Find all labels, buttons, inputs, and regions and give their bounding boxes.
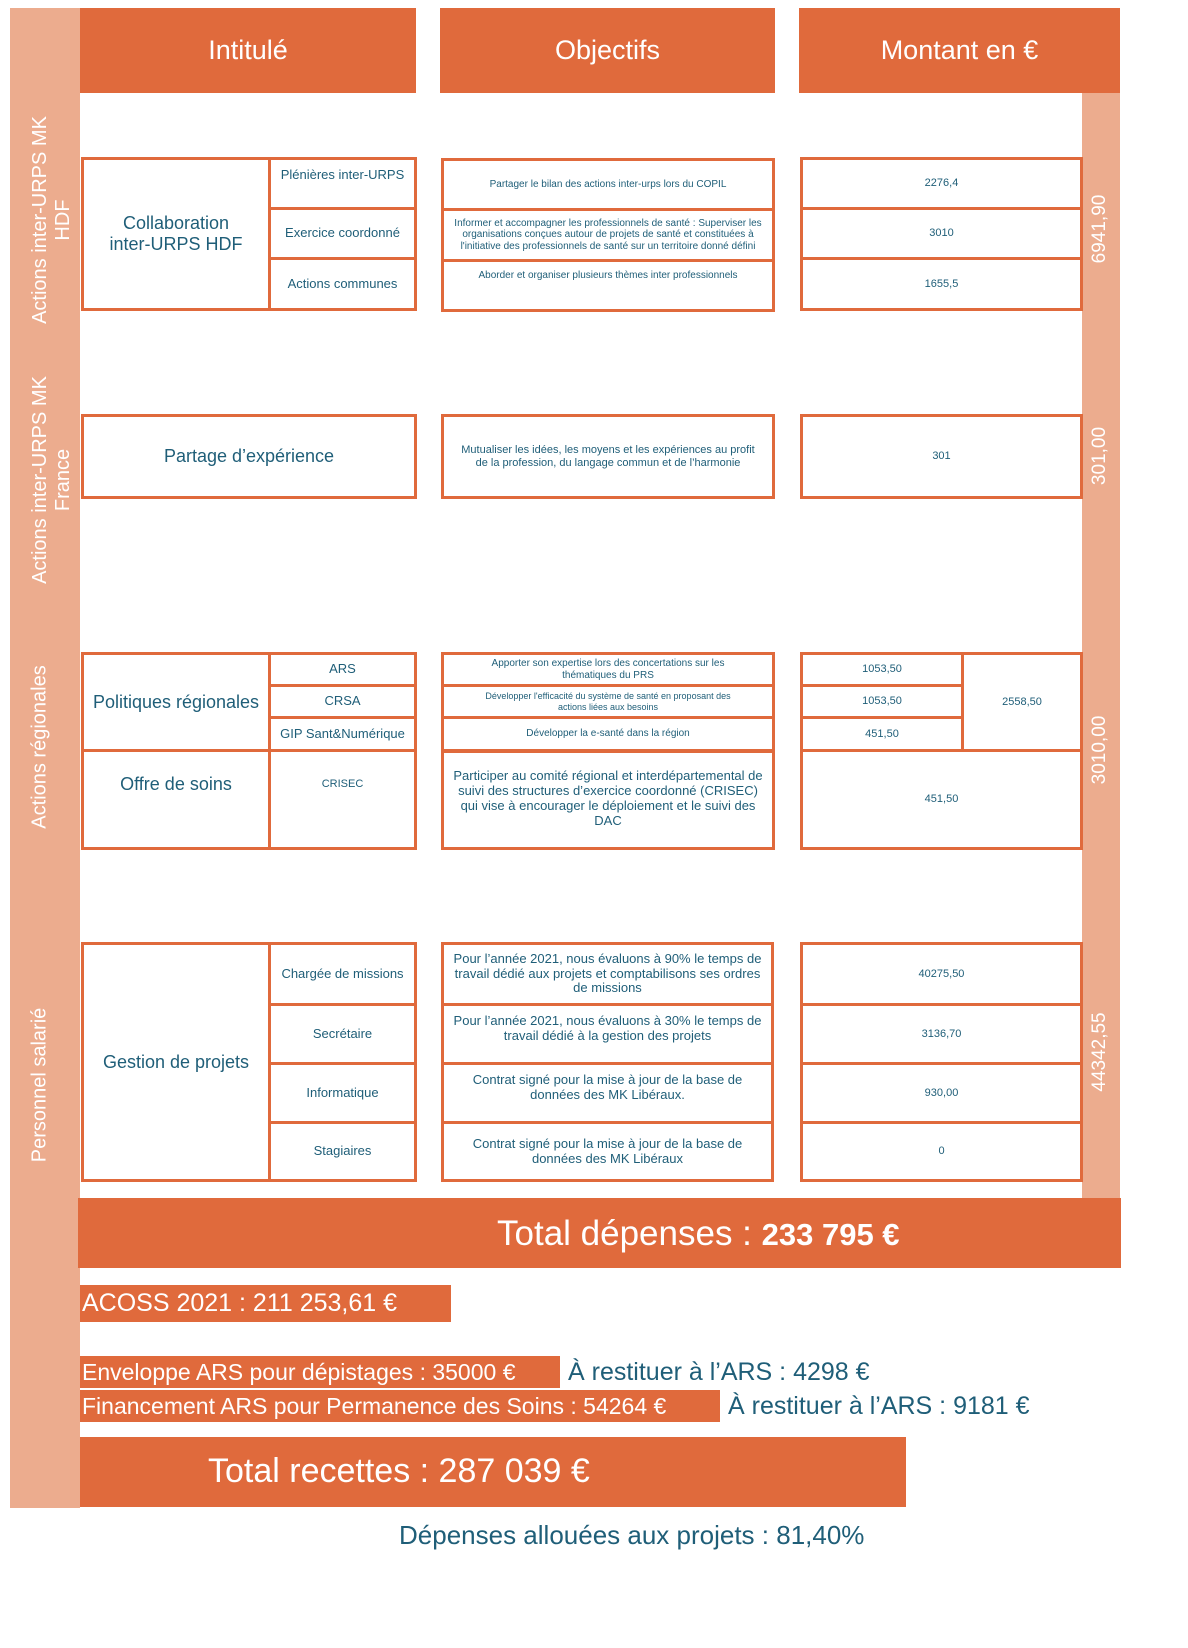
- partage-title-cell: Partage d’expérience: [81, 414, 417, 499]
- partage-objectif: Mutualiser les idées, les moyens et les expériences au profit de la profession, du langage commun et de l’harmonie: [441, 414, 775, 499]
- gestion-objectif-stagiaires: Contrat signé pour la mise à jour de la base de données des MK Libéraux: [441, 1121, 774, 1182]
- gestion-sub-stagiaires: Stagiaires: [268, 1121, 417, 1182]
- total-depenses-value: 233 795 €: [761, 1217, 900, 1252]
- gestion-objectif-informatique: Contrat signé pour la mise à jour de la base de données des MK Libéraux.: [441, 1062, 774, 1124]
- gestion-sub-secretaire: Secrétaire: [268, 1003, 417, 1065]
- politiques-subtotal: 2558,50: [961, 652, 1083, 752]
- politiques-objectif-crsa: Développer l'efficacité du système de santé en proposant des actions liées aux besoins: [441, 684, 775, 719]
- total-recettes: Total recettes : 287 039 €: [208, 1452, 590, 1490]
- politiques-title-cell: Politiques régionales: [81, 652, 271, 752]
- gestion-montant-informatique: 930,00: [800, 1062, 1083, 1124]
- politiques-montant-crsa: 1053,50: [800, 684, 964, 719]
- offre-title-cell: Offre de soins: [81, 749, 271, 850]
- collab-montant-exercice: 3010: [800, 207, 1083, 260]
- gestion-montant-stagiaires: 0: [800, 1121, 1083, 1182]
- gestion-sub-chargee: Chargée de missions: [268, 942, 417, 1006]
- offre-objectif: Participer au comité régional et interdépartemental de suivi des structures d’exercice coordonné (CRISEC) qui vise à encourager le déploiement et le suivi des DAC: [441, 750, 775, 850]
- enveloppe-restituer: À restituer à l’ARS : 4298 €: [568, 1358, 870, 1386]
- total-depenses-label: Total dépenses :: [497, 1214, 762, 1253]
- politiques-montant-gip: 451,50: [800, 716, 964, 752]
- collab-sub-actions: Actions communes: [268, 257, 417, 311]
- collab-title-cell: Collaboration inter-URPS HDF: [81, 157, 271, 311]
- offre-sub-crisec: CRISEC: [268, 749, 417, 850]
- financement-restituer: À restituer à l’ARS : 9181 €: [728, 1392, 1030, 1420]
- header-montant: Montant en €: [799, 8, 1120, 93]
- politiques-sub-ars: ARS: [268, 652, 417, 687]
- collab-sub-pleniere: Plénières inter-URPS: [268, 157, 417, 210]
- depenses-allouees: Dépenses allouées aux projets : 81,40%: [399, 1520, 865, 1550]
- politiques-sub-crsa: CRSA: [268, 684, 417, 719]
- partage-montant: 301: [800, 414, 1083, 499]
- acoss-line: ACOSS 2021 : 211 253,61 €: [80, 1285, 451, 1322]
- total-depenses: [497, 1214, 900, 1254]
- gestion-objectif-secretaire: Pour l’année 2021, nous évaluons à 30% le temps de travail dédié à la gestion des projets: [441, 1003, 774, 1065]
- gestion-sub-informatique: Informatique: [268, 1062, 417, 1124]
- collab-sub-exercice: Exercice coordonné: [268, 207, 417, 260]
- collab-montant-pleniere: 2276,4: [800, 157, 1083, 210]
- collab-objectif-pleniere: Partager le bilan des actions inter-urps lors du COPIL: [441, 158, 775, 211]
- header-objectifs: Objectifs: [440, 8, 775, 93]
- collab-objectif-exercice: Informer et accompagner les professionnels de santé : Superviser les organisations conçues autour de projets de santé et constituées à l'initiative des professionnels de santé sur un territoire donné défini: [441, 208, 775, 262]
- gestion-montant-chargee: 40275,50: [800, 942, 1083, 1006]
- gestion-objectif-chargee: Pour l’année 2021, nous évaluons à 90% le temps de travail dédié aux projets et comptabilisons ses ordres de missions: [441, 942, 774, 1006]
- header-intitule: Intitulé: [80, 8, 416, 93]
- politiques-montant-ars: 1053,50: [800, 652, 964, 687]
- collab-montant-actions: 1655,5: [800, 257, 1083, 311]
- financement-ars: Financement ARS pour Permanence des Soins : 54264 €: [80, 1390, 720, 1422]
- gestion-title-cell: Gestion de projets: [81, 942, 271, 1182]
- politiques-sub-gip: GIP Sant&Numérique: [268, 716, 417, 752]
- enveloppe-ars: Enveloppe ARS pour dépistages : 35000 €: [80, 1356, 560, 1388]
- gestion-montant-secretaire: 3136,70: [800, 1003, 1083, 1065]
- offre-montant: 451,50: [800, 749, 1083, 850]
- politiques-objectif-ars: Apporter son expertise lors des concertations sur les thématiques du PRS: [441, 652, 775, 687]
- politiques-objectif-gip: Développer la e-santé dans la région: [441, 716, 775, 752]
- collab-objectif-actions: Aborder et organiser plusieurs thèmes inter professionnels: [441, 259, 775, 312]
